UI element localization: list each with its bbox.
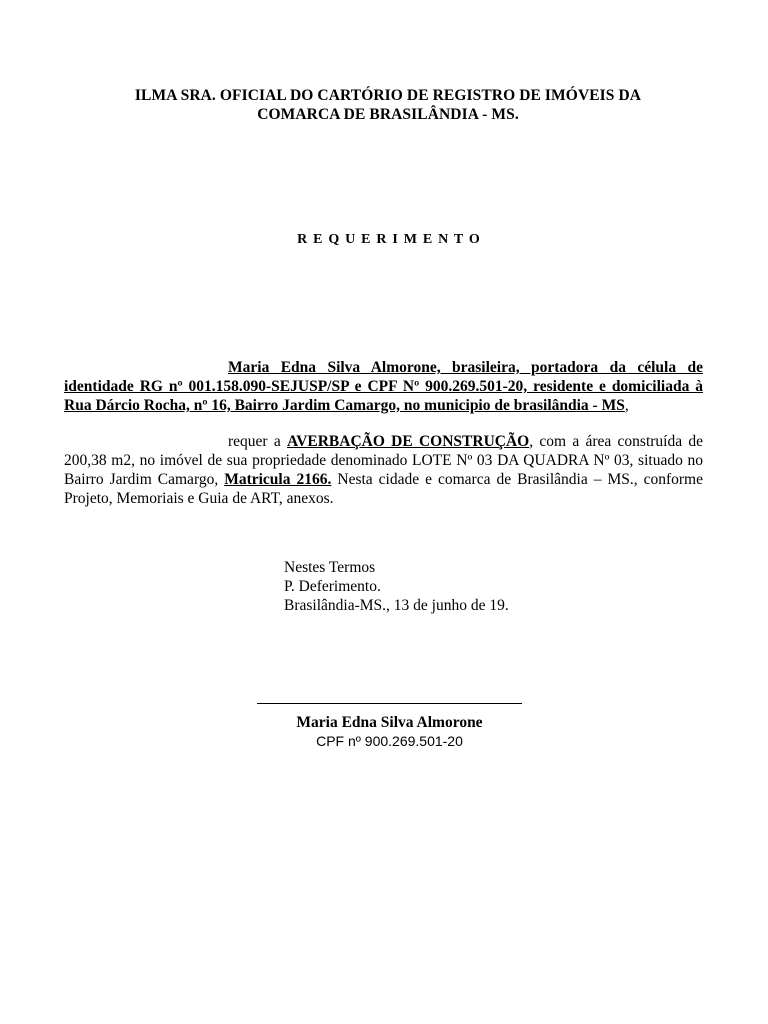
request-text-middle: , com a área construída de 200,38 m2, no imóvel de sua propriedade denominado LOTE Nº 03 DA QUADRA Nº 03, situado no Bairro Jardim Camargo, — [64, 433, 704, 488]
applicant-details: Maria Edna Silva Almorone, brasileira, portadora da célula de identidade RG nº 001.158.090-SEJUSP/SP e CPF Nº 900.269.501-20, residente e domiciliada à Rua Dárcio Rocha, nº 16, Bairro Jardim Camargo, no municipio de brasilândia - MS — [64, 359, 703, 414]
request-type: AVERBAÇÃO DE CONSTRUÇÃO — [287, 433, 530, 450]
registration-number: Matricula 2166. — [224, 471, 332, 488]
addressee-header — [60, 86, 716, 124]
request-text-before: requer a — [228, 433, 288, 450]
closing-line-1: Nestes Termos — [284, 559, 376, 576]
signatory-cpf: CPF nº 900.269.501-20 — [316, 733, 463, 749]
signature-line — [257, 703, 522, 704]
closing-line-2: P. Deferimento. — [284, 578, 381, 595]
addressee-line-1: ILMA SRA. OFICIAL DO CARTÓRIO DE REGISTRO DE IMÓVEIS DA — [134, 87, 642, 104]
document-title: R E Q U E R I M E N T O — [297, 232, 481, 247]
request-text-after: Nesta cidade e comarca de Brasilândia – MS., conforme Projeto, Memoriais e Guia de ART, anexos. — [64, 471, 703, 507]
signatory-name: Maria Edna Silva Almorone — [296, 714, 483, 731]
request-paragraph — [64, 432, 703, 508]
addressee-line-2: COMARCA DE BRASILÂNDIA - MS. — [257, 106, 519, 123]
closing-block — [284, 558, 509, 615]
applicant-details-trailing: , — [624, 397, 629, 414]
applicant-identification-paragraph — [64, 358, 703, 415]
closing-date: Brasilândia-MS., 13 de junho de 19. — [284, 597, 509, 614]
